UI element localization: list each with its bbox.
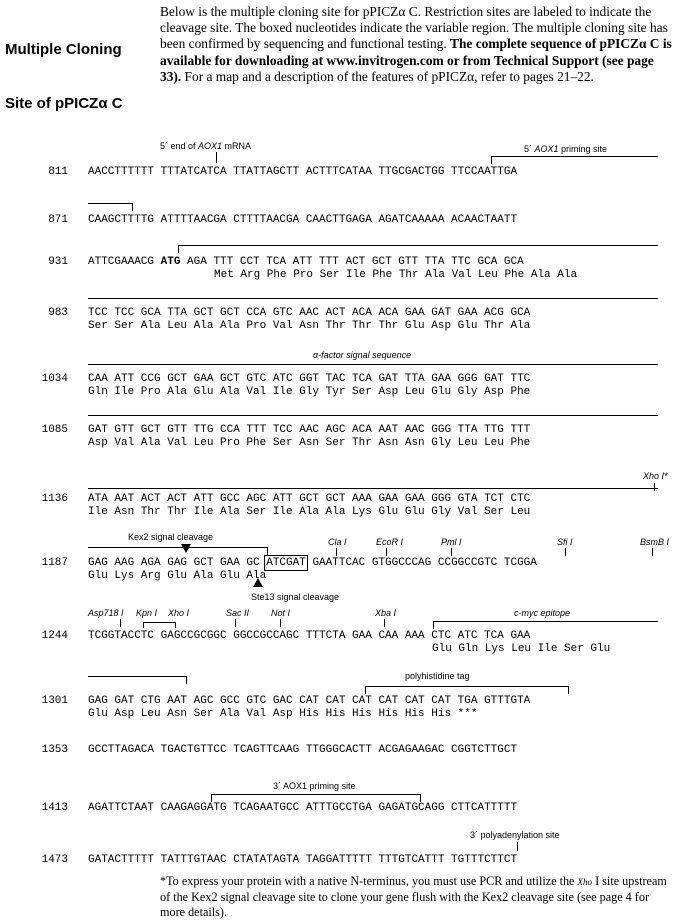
intro-text-end: For a map and a description of the features of pPICZα, refer to pages 21–22. — [181, 68, 594, 84]
dna-row-931: ATTCGAAACG ATG AGA TTT CCT TCA ATT TTT ACT GCT GTT TTA TTC GCA GCA — [88, 256, 524, 268]
dna-row-1187: GAG AAG AGA GAG GCT GAA GC ATCGAT GAATTCAC GTGGCCCAG CCGGCCGTC TCGGA — [88, 557, 537, 569]
kpn1-label: Kpn I — [136, 608, 158, 618]
alpha-factor-label: α-factor signal sequence — [313, 350, 412, 360]
kpn1-xho1-bracket — [143, 622, 176, 623]
dna-row-811: AACCTTTTTT TTTATCATCA TTATTAGCTT ACTTTCATAA TTGCGACTGG TTCCAATTGA — [88, 166, 518, 178]
cmyc-label: c-myc epitope — [514, 608, 571, 618]
ecor1-label: EcoR I — [376, 537, 404, 547]
aox1-priming5-bar-continued-end — [132, 203, 133, 211]
intro-text: Below is the multiple cloning site for pPICZα C. Restriction sites are labeled to indicate the cleavage site. The boxed nucleotides indicate the variable region. The multiple cloning site has been confirmed by sequencing and functional testing. — [160, 4, 668, 52]
dna-row-871: CAAGCTTTTG ATTTTAACGA CTTTTAACGA CAACTTGAGA AGATCAAAAA ACAACTAATT — [88, 214, 518, 226]
aa-row-1244: Glu Gln Lys Leu Ile Ser Glu — [432, 643, 611, 655]
alpha-factor-bar-end-tick — [267, 547, 268, 555]
bsmb1-tick — [652, 548, 653, 556]
polyhis-bar — [365, 686, 569, 687]
start-codon: ATG — [160, 256, 181, 268]
sac2-tick — [235, 619, 236, 627]
aox1-priming5-bar-continued — [88, 203, 133, 204]
cla1-label: Cla I — [328, 537, 347, 547]
xba1-tick — [384, 619, 385, 627]
polyhis-bar-end — [568, 686, 569, 694]
not1-label: Not I — [271, 608, 291, 618]
position-983: 983 — [48, 307, 68, 319]
position-871: 871 — [48, 214, 68, 226]
aox1-mrna-tick — [216, 152, 217, 163]
position-1085: 1085 — [41, 424, 68, 436]
kex2-label: Kex2 signal cleavage — [128, 532, 214, 542]
position-1413: 1413 — [41, 802, 68, 814]
aa-row-1136: Ile Asn Thr Thr Ile Ala Ser Ile Ala Ala Lys Glu Glu Gly Val Ser Leu — [88, 506, 531, 518]
intro-paragraph — [160, 4, 672, 85]
ste13-cleavage-arrow — [253, 578, 263, 587]
kex2-cleavage-arrow — [181, 544, 191, 553]
polyhis-label: polyhistidine tag — [405, 671, 470, 681]
sfi1-tick — [565, 548, 566, 556]
position-1187: 1187 — [41, 557, 68, 569]
polyhis-bar-start — [365, 686, 366, 694]
aa-row-1187: Glu Lys Arg Glu Ala Glu Ala — [88, 570, 267, 582]
kpn1-tick — [143, 622, 144, 628]
pml1-tick — [451, 548, 452, 556]
aox1-priming5-bar — [491, 156, 658, 157]
variable-region-box: ATCGAT — [266, 557, 306, 569]
aox1-priming5-bar-end — [491, 156, 492, 164]
cmyc-bar-start — [433, 621, 434, 629]
ecor1-tick — [386, 548, 387, 556]
xba1-label: Xba I — [375, 608, 397, 618]
dna-row-1085: GAT GTT GCT GTT TTG CCA TTT TCC AAC AGC ACA AAT AAC GGG TTA TTG TTT — [88, 424, 531, 436]
cmyc-bar — [433, 621, 658, 622]
polya-label: 3´ polyadenylation site — [470, 830, 560, 840]
bsmb1-label: BsmB I — [640, 537, 670, 547]
sac2-label: Sac II — [226, 608, 250, 618]
aox1-priming3-bar — [211, 794, 420, 795]
position-1301: 1301 — [41, 695, 68, 707]
position-1136: 1136 — [41, 493, 68, 505]
alpha-factor-bar-1034 — [88, 364, 658, 365]
pml1-label: Pml I — [441, 537, 462, 547]
aa-row-1301: Glu Asp Leu Asn Ser Ala Val Asp His His His His His His *** — [88, 708, 478, 720]
dna-row-1034: CAA ATT CCG GCT GAA GCT GTC ATC GGT TAC TCA GAT TTA GAA GGG GAT TTC — [88, 373, 531, 385]
heading-line-1: Multiple Cloning — [5, 41, 122, 58]
alpha-factor-bar-1187 — [88, 547, 268, 548]
intro-bold-text: The complete sequence of pPICZα C is available for downloading at www.invitrogen.com or from Technical Support (see page 33). — [160, 36, 672, 84]
aox1-priming3-label: 3´ AOX1 priming site — [273, 781, 356, 791]
footnote: *To express your protein with a native N-terminus, you must use PCR and utilize the Xho I site upstream of the Kex2 signal cleavage site to clone your gene flush with the Kex2 cleavage site (see page 4 for more details). — [160, 874, 667, 919]
alpha-factor-bar-start — [178, 245, 658, 246]
sfi1-label: Sfi I — [557, 537, 573, 547]
dna-row-983: TCC TCC GCA TTA GCT GCT CCA GTC AAC ACT ACA ACA GAA GAT GAA ACG GCA — [88, 307, 531, 319]
section-heading — [5, 5, 123, 131]
aa-row-983: Ser Ser Ala Leu Ala Ala Pro Val Asn Thr Thr Thr Glu Asp Glu Thr Ala — [88, 320, 531, 332]
asp718-label: Asp718 I — [88, 608, 124, 618]
position-811: 811 — [48, 166, 68, 178]
ste13-label: Ste13 signal cleavage — [251, 592, 340, 602]
position-1034: 1034 — [41, 373, 68, 385]
alpha-factor-bar-1136 — [88, 488, 658, 489]
aa-row-1034: Gln Ile Pro Ala Glu Ala Val Ile Gly Tyr Ser Asp Leu Glu Gly Asp Phe — [88, 386, 531, 398]
aa-row-931: Met Arg Phe Pro Ser Ile Phe Thr Ala Val Leu Phe Ala Ala — [214, 269, 578, 281]
heading-line-2: Site of pPICZα C — [5, 95, 123, 112]
dna-row-1473: GATACTTTTT TATTTGTAAC CTATATAGTA TAGGATTTTT TTTGTCATTT TGTTTCTTCT — [88, 854, 518, 866]
dna-row-1136: ATA AAT ACT ACT ATT GCC AGC ATT GCT GCT AAA GAA GAA GGG GTA TCT CTC — [88, 493, 531, 505]
dna-row-1353: GCCTTAGACA TGACTGTTCC TCAGTTCAAG TTGGGCACTT ACGAGAAGAC CGGTCTTGCT — [88, 744, 518, 756]
asp718-tick — [120, 619, 121, 627]
position-1473: 1473 — [41, 854, 68, 866]
aox1-priming3-bar-end — [420, 794, 421, 802]
alpha-factor-bar-1085 — [88, 415, 658, 416]
aox1-mrna-label: 5´ end of AOX1 mRNA — [160, 141, 252, 151]
position-1244: 1244 — [41, 630, 68, 642]
dna-row-1301: GAG GAT CTG AAT AGC GCC GTC GAC CAT CAT CAT CAT CAT CAT TGA GTTTGTA — [88, 695, 531, 707]
polya-tick — [517, 842, 518, 851]
aa-row-1085: Asp Val Ala Val Leu Pro Phe Ser Asn Ser Thr Asn Asn Gly Leu Leu Phe — [88, 437, 531, 449]
position-931: 931 — [48, 256, 68, 268]
not1-tick — [280, 619, 281, 627]
position-1353: 1353 — [41, 744, 68, 756]
alpha-factor-bar-start-tick — [178, 245, 179, 253]
xho1-tick — [175, 622, 176, 628]
xho1-star-tick — [654, 483, 655, 491]
cla1-tick — [336, 548, 337, 556]
aox1-priming3-bar-start — [211, 794, 212, 802]
xho1-label: Xho I — [168, 608, 190, 618]
xho1-star-label: Xho I* — [643, 471, 668, 481]
cmyc-bar-end — [186, 676, 187, 684]
cmyc-bar-continued — [88, 676, 187, 677]
alpha-factor-bar-983 — [88, 298, 658, 299]
aox1-priming5-label: 5´ AOX1 priming site — [524, 144, 608, 154]
dna-row-1413: AGATTCTAAT CAAGAGGATG TCAGAATGCC ATTTGCCTGA GAGATGCAGG CTTCATTTTT — [88, 802, 518, 814]
dna-row-1244: TCGGTACCTC GAGCCGCGGC GGCCGCCAGC TTTCTA GAA CAA AAA CTC ATC TCA GAA — [88, 630, 531, 642]
